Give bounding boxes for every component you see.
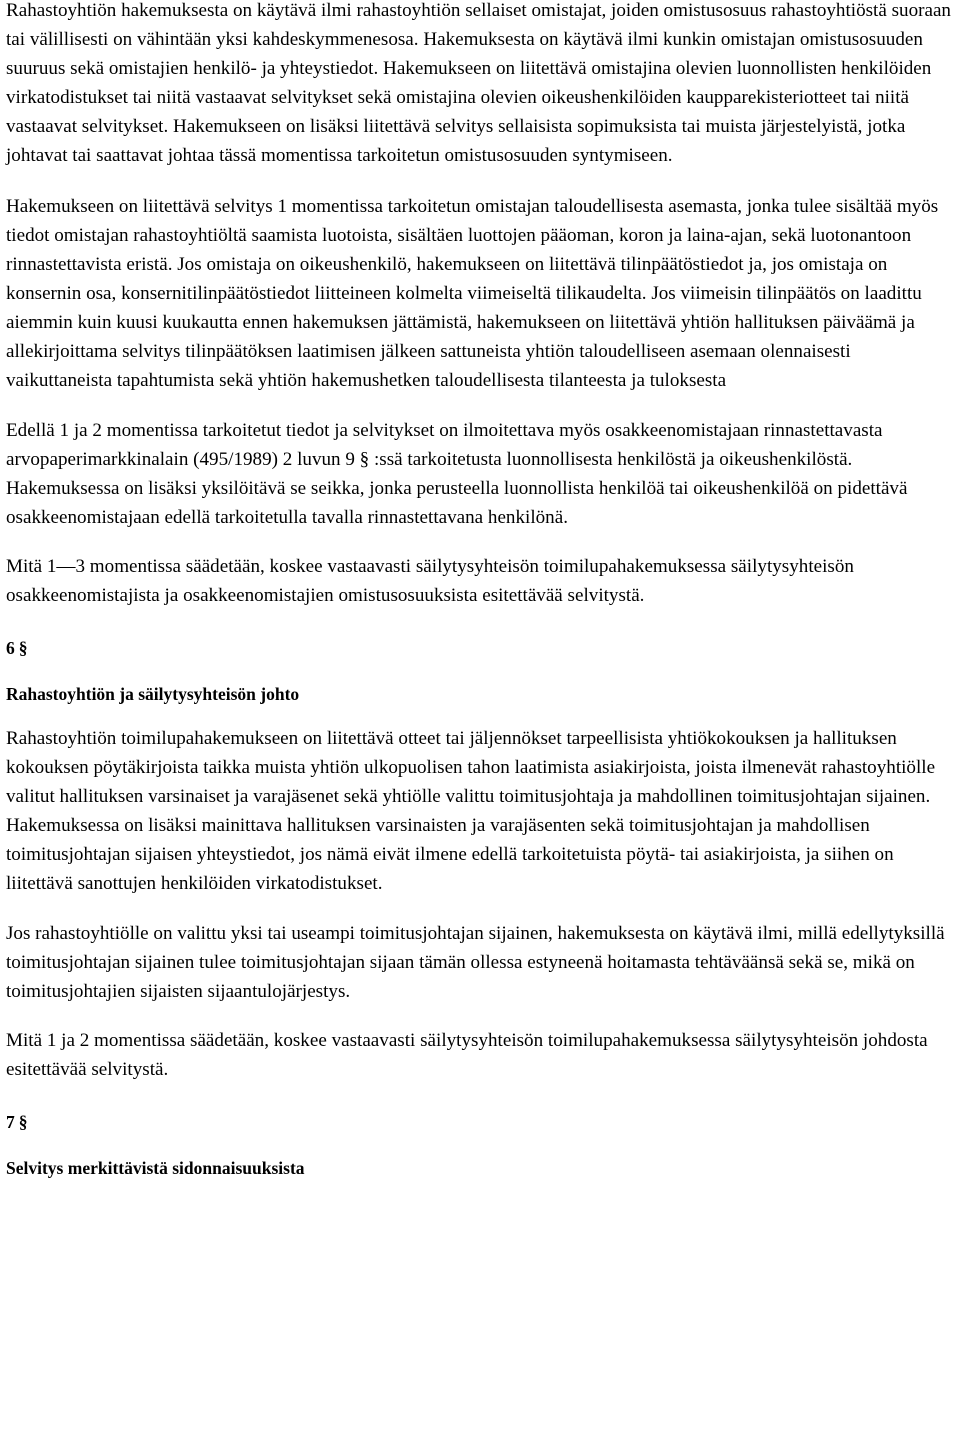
paragraph-owners-disclosure: Rahastoyhtiön hakemuksesta on käytävä ilmi rahastoyhtiön sellaiset omistajat, joiden omistusosuus rahastoyhtiöstä suoraan tai välillisesti on vähintään yksi kahdeskymmenesosa. Hakemuksesta on käytävä ilmi kunkin omistajan omistusosuuden suuruus sekä omistajien henkilö- ja yhteystiedot. Hakemukseen on liitettävä omistajina olevien luonnollisten henkilöiden virkatodistukset tai niitä vastaavat selvitykset sekä omistajina olevien oikeushenkilöiden kaupparekisteriotteet tai niitä vastaavat selvitykset. Hakemukseen on lisäksi liitettävä selvitys sellaisista sopimuksista tai muista järjestelyistä, jotka johtavat tai saattavat johtaa tässä momentissa tarkoitetun omistusosuuden syntymiseen. [6, 0, 951, 166]
section-6-number [6, 636, 954, 660]
paragraph-custodian-owners: Mitä 1—3 momentissa säädetään, koskee vastaavasti säilytysyhteisön toimilupahakemuksessa säilytysyhteisön osakkeenomistajista ja osakkeenomistajien omistusosuuksista esitettävää selvitystä. [6, 556, 854, 606]
section-7-number [6, 1110, 954, 1134]
section-7-number-text: 7 [6, 1112, 15, 1132]
section-6-heading: Rahastoyhtiön ja säilytysyhteisön johto [6, 684, 300, 704]
section-sign-icon: § [18, 638, 28, 658]
paragraph-financial-position: Hakemukseen on liitettävä selvitys 1 momentissa tarkoitetun omistajan taloudellisesta asemasta, jonka tulee sisältää myös tiedot omistajan rahastoyhtiöltä saamista luotoista, sisältäen luottojen pääoman, koron ja laina-ajan, sekä luotonantoon rinnastettavista eristä. Jos omistaja on oikeushenkilö, hakemukseen on liitettävä tilinpäätöstiedot ja, jos omistaja on konsernin osa, konsernitilinpäätöstiedot liitteineen kolmelta viimeiseltä tilikaudelta. Jos viimeisin tilinpäätös on laadittu aiemmin kuin kuusi kuukautta ennen hakemuksen jättämistä, hakemukseen on liitettävä yhtiön hallituksen päiväämä ja allekirjoittama selvitys tilinpäätöksen laatimisen jälkeen sattuneista yhtiön taloudelliseen asemaan olennaisesti vaikuttaneista tapahtumista sekä yhtiön hakemushetken taloudellisesta tilanteesta ja tuloksesta [6, 196, 939, 391]
section-7-heading: Selvitys merkittävistä sidonnaisuuksista [6, 1158, 305, 1178]
paragraph-custodian-management: Mitä 1 ja 2 momentissa säädetään, koskee vastaavasti säilytysyhteisön toimilupahakemuksessa säilytysyhteisön johdosta esitettävää selvitystä. [6, 1030, 928, 1080]
section-6-number-text: 6 [6, 638, 15, 658]
section-sign-icon: § [18, 1112, 28, 1132]
paragraph-deputy-ceo: Jos rahastoyhtiölle on valittu yksi tai useampi toimitusjohtajan sijainen, hakemuksesta on käytävä ilmi, millä edellytyksillä toimitusjohtajan sijainen tulee toimitusjohtajan sijaan tämän ollessa estyneenä hoitamasta tehtäväänsä sekä se, mikä on toimitusjohtajien sijaisten sijaantulojärjestys. [6, 923, 945, 1002]
paragraph-comparable-persons: Edellä 1 ja 2 momentissa tarkoitetut tiedot ja selvitykset on ilmoitettava myös osakkeenomistajaan rinnastettavasta arvopaperimarkkinalain (495/1989) 2 luvun 9 § :ssä tarkoitetusta luonnollisesta henkilöstä ja oikeushenkilöstä. Hakemuksessa on lisäksi yksilöitävä se seikka, jonka perusteella luonnollista henkilöä tai oikeushenkilöä on pidettävä osakkeenomistajaan edellä tarkoitetulla tavalla rinnastettavana henkilönä. [6, 420, 908, 528]
paragraph-management-documents: Rahastoyhtiön toimilupahakemukseen on liitettävä otteet tai jäljennökset tarpeellisista yhtiökokouksen ja hallituksen kokouksen pöytäkirjoista taikka muista yhtiön ulkopuolisen tahon laatimista asiakirjoista, joista ilmenevät rahastoyhtiölle valitut hallituksen varsinaiset ja varajäsenet sekä yhtiölle valittu toimitusjohtaja ja mahdollinen toimitusjohtajan sijainen. Hakemuksessa on lisäksi mainittava hallituksen varsinaisten ja varajäsenten sekä toimitusjohtajan ja mahdollisen toimitusjohtajan sijaisen yhteystiedot, jos nämä eivät ilmene edellä tarkoitetuista pöytä- tai asiakirjoista, ja siihen on liitettävä sanottujen henkilöiden virkatodistukset. [6, 728, 936, 894]
